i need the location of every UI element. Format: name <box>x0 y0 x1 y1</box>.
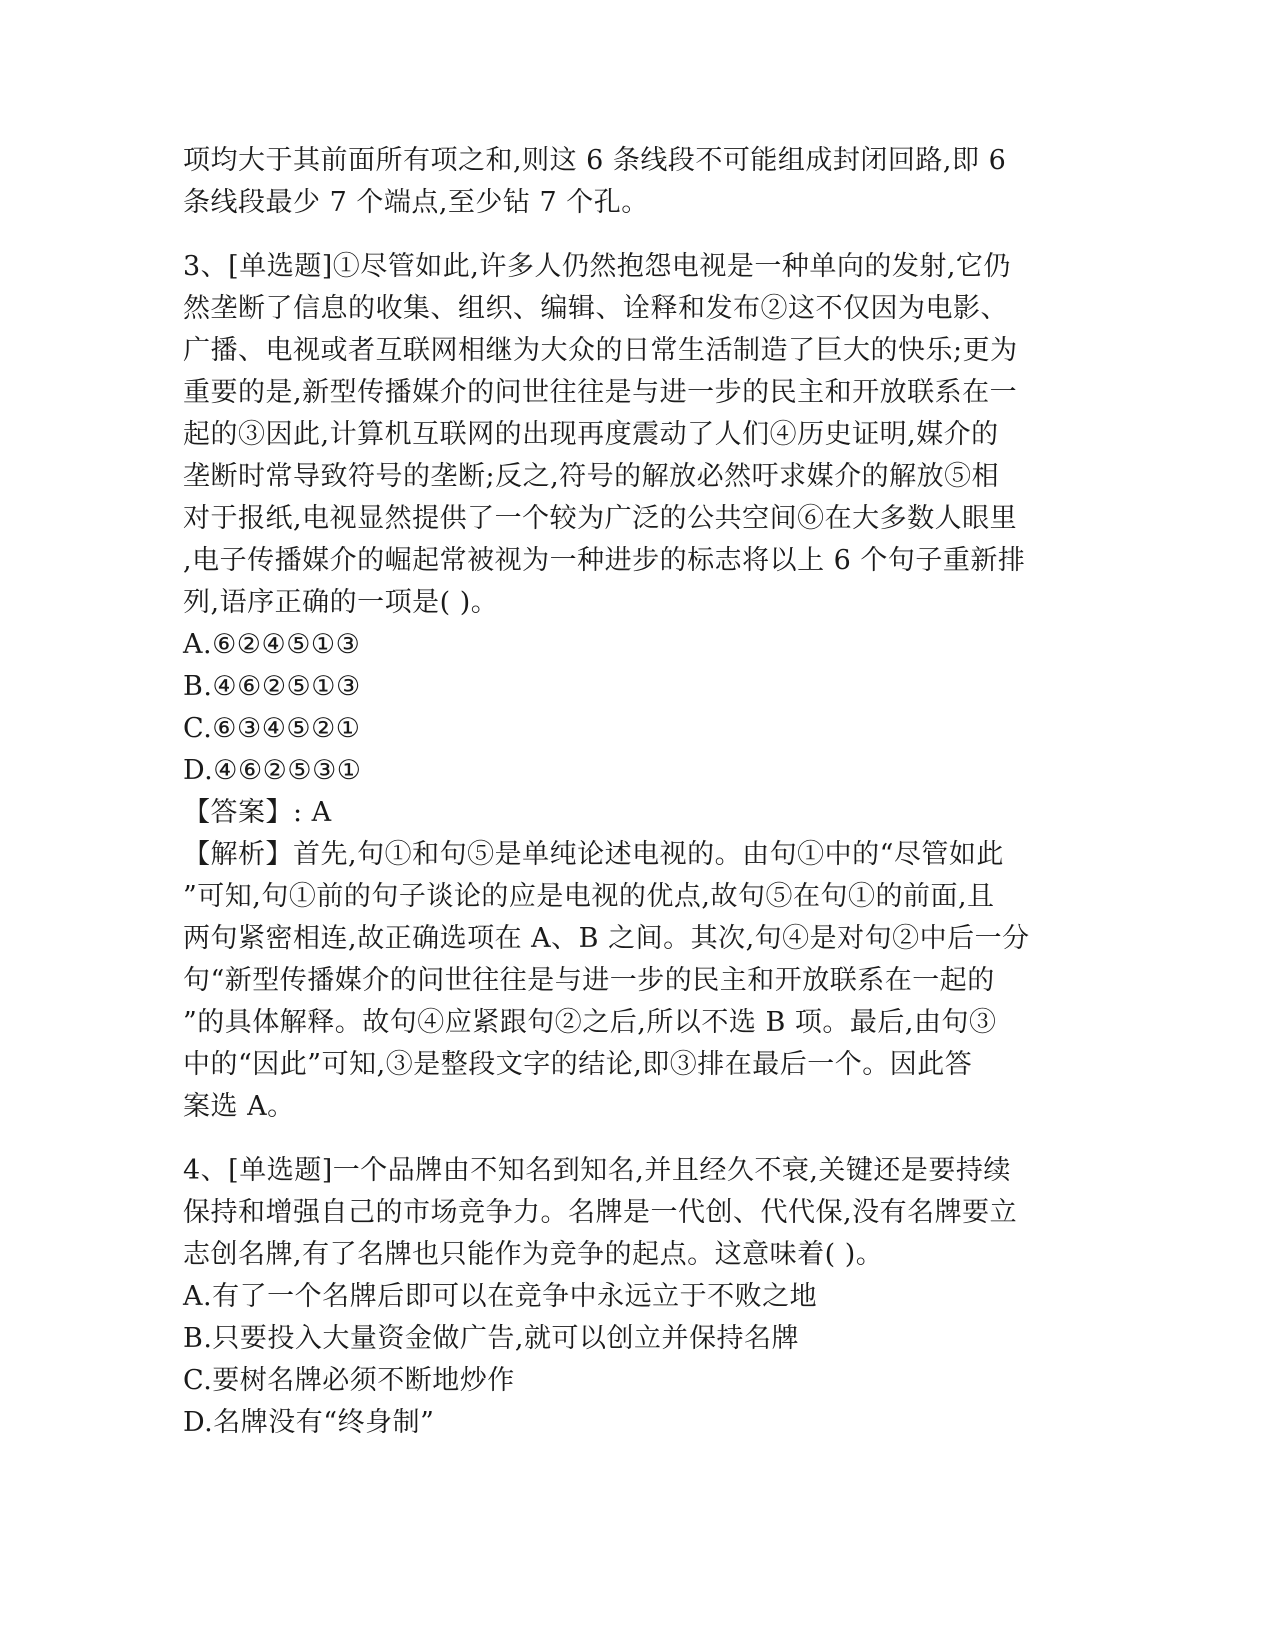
text-line: 【解析】首先,句①和句⑤是单纯论述电视的。由句①中的“尽管如此 <box>183 839 1004 870</box>
question-3 <box>183 246 1083 1128</box>
text-line: 垄断时常导致符号的垄断;反之,符号的解放必然吁求媒介的解放⑤相 <box>183 461 1000 492</box>
text-line: 广播、电视或者互联网相继为大众的日常生活制造了巨大的快乐;更为 <box>183 335 1018 366</box>
text-line: 两句紧密相连,故正确选项在 A、B 之间。其次,句④是对句②中后一分 <box>183 923 1030 954</box>
question-stem <box>183 246 1083 624</box>
text-line: 保持和增强自己的市场竞争力。名牌是一代创、代代保,没有名牌要立 <box>183 1197 1018 1228</box>
text-line: 句“新型传播媒介的问世往往是与进一步的民主和开放联系在一起的 <box>183 965 995 996</box>
answer-line: 【答案】: A <box>183 797 332 828</box>
option-b: B.④⑥②⑤①③ <box>183 671 361 702</box>
text-line: 然垄断了信息的收集、组织、编辑、诠释和发布②这不仅因为电影、 <box>183 293 1008 324</box>
document-page <box>183 140 1083 1444</box>
text-line: ,电子传播媒介的崛起常被视为一种进步的标志将以上 6 个句子重新排 <box>183 545 1026 576</box>
option-a: A.⑥②④⑤①③ <box>183 629 361 660</box>
spacer <box>183 1128 1083 1150</box>
spacer <box>183 224 1083 246</box>
question-stem <box>183 1150 1083 1276</box>
text-line: 条线段最少 7 个端点,至少钻 7 个孔。 <box>183 187 649 218</box>
text-line: 案选 A。 <box>183 1091 295 1122</box>
answer-options <box>183 624 1083 792</box>
text-line: 起的③因此,计算机互联网的出现再度震动了人们④历史证明,媒介的 <box>183 419 999 450</box>
text-line: 列,语序正确的一项是( )。 <box>183 587 499 618</box>
intro-paragraph <box>183 140 1083 224</box>
text-line: 重要的是,新型传播媒介的问世往往是与进一步的民主和开放联系在一 <box>183 377 1018 408</box>
text-line: 志创名牌,有了名牌也只能作为竞争的起点。这意味着( )。 <box>183 1239 884 1270</box>
text-line: 中的“因此”可知,③是整段文字的结论,即③排在最后一个。因此答 <box>183 1049 973 1080</box>
option-b: B.只要投入大量资金做广告,就可以创立并保持名牌 <box>183 1323 800 1354</box>
analysis-block <box>183 834 1083 1128</box>
text-line: 4、[单选题]一个品牌由不知名到知名,并且经久不衰,关键还是要持续 <box>183 1155 1011 1186</box>
answer-options <box>183 1276 1083 1444</box>
question-4 <box>183 1150 1083 1444</box>
text-line: 3、[单选题]①尽管如此,许多人仍然抱怨电视是一种单向的发射,它仍 <box>183 251 1011 282</box>
option-d: D.名牌没有“终身制” <box>183 1407 435 1438</box>
option-c: C.⑥③④⑤②① <box>183 713 361 744</box>
option-a: A.有了一个名牌后即可以在竞争中永远立于不败之地 <box>183 1281 818 1312</box>
text-line: ”可知,句①前的句子谈论的应是电视的优点,故句⑤在句①的前面,且 <box>183 881 995 912</box>
text-line: 项均大于其前面所有项之和,则这 6 条线段不可能组成封闭回路,即 6 <box>183 145 1007 176</box>
option-d: D.④⑥②⑤③① <box>183 755 362 786</box>
text-line: ”的具体解释。故句④应紧跟句②之后,所以不选 B 项。最后,由句③ <box>183 1007 997 1038</box>
option-c: C.要树名牌必须不断地炒作 <box>183 1365 515 1396</box>
text-line: 对于报纸,电视显然提供了一个较为广泛的公共空间⑥在大多数人眼里 <box>183 503 1018 534</box>
